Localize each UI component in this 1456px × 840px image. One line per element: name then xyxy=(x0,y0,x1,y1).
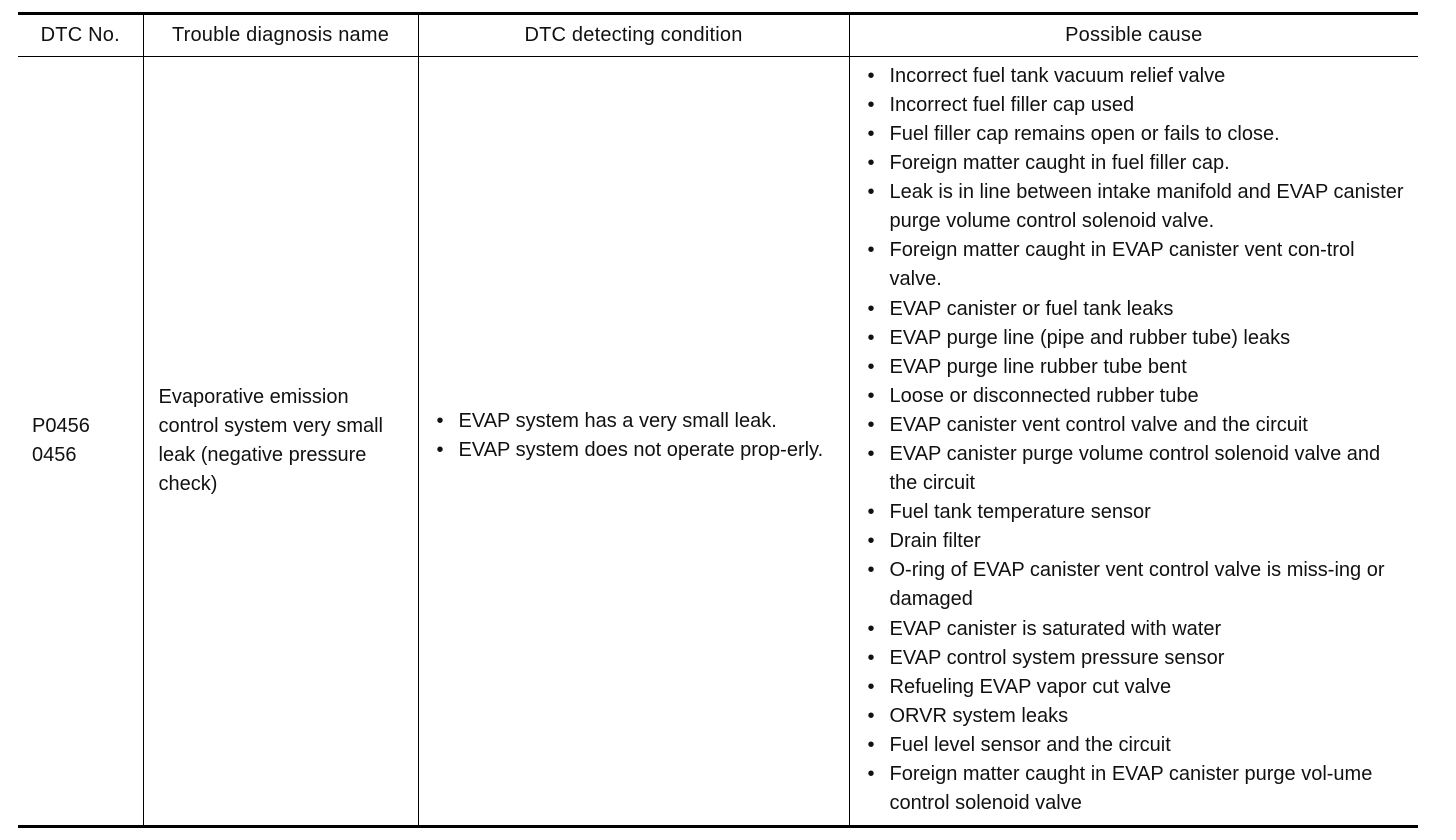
possible-cause-item: • EVAP purge line (pipe and rubber tube) leaks xyxy=(866,324,1411,353)
possible-cause-item: • Foreign matter caught in EVAP canister vent con-trol valve. xyxy=(866,236,1411,294)
possible-cause-item: • Leak is in line between intake manifold and EVAP canister purge volume control solenoid valve. xyxy=(866,178,1411,236)
dtc-table xyxy=(18,12,1418,828)
header-row xyxy=(18,14,1418,57)
detecting-condition-cell xyxy=(418,57,849,827)
table-header xyxy=(18,14,1418,57)
possible-cause-item: • Foreign matter caught in EVAP canister purge vol-ume control solenoid valve xyxy=(866,760,1411,818)
detecting-condition-list xyxy=(435,407,839,465)
header-diagnosis-name: Trouble diagnosis name xyxy=(143,14,418,57)
detecting-condition-item: • EVAP system does not operate prop-erly. xyxy=(435,436,839,465)
possible-cause-item: • Refueling EVAP vapor cut valve xyxy=(866,673,1411,702)
possible-cause-list xyxy=(866,62,1411,818)
possible-cause-item: • Foreign matter caught in fuel filler cap. xyxy=(866,149,1411,178)
possible-cause-item: • Fuel filler cap remains open or fails to close. xyxy=(866,120,1411,149)
possible-cause-item: • Loose or disconnected rubber tube xyxy=(866,382,1411,411)
header-possible-cause: Possible cause xyxy=(849,14,1418,57)
possible-cause-item: • EVAP canister purge volume control solenoid valve and the circuit xyxy=(866,440,1411,498)
header-dtc-no: DTC No. xyxy=(40,24,120,46)
header-detecting-condition: DTC detecting condition xyxy=(418,14,849,57)
detecting-condition-item: • EVAP system has a very small leak. xyxy=(435,407,839,436)
possible-cause-item: • EVAP canister is saturated with water xyxy=(866,615,1411,644)
diagnosis-name-cell: Evaporative emission control system very small leak (negative pressure check) xyxy=(143,57,418,827)
table-body xyxy=(18,57,1418,827)
possible-cause-item: • Incorrect fuel tank vacuum relief valve xyxy=(866,62,1411,91)
possible-cause-item: • EVAP purge line rubber tube bent xyxy=(866,353,1411,382)
possible-cause-item: • Incorrect fuel filler cap used xyxy=(866,91,1411,120)
dtc-code: 0456 xyxy=(32,444,77,466)
possible-cause-item: • Fuel level sensor and the circuit xyxy=(866,731,1411,760)
possible-cause-item: • EVAP canister or fuel tank leaks xyxy=(866,295,1411,324)
possible-cause-cell xyxy=(849,57,1418,827)
possible-cause-item: • Drain filter xyxy=(866,527,1411,556)
possible-cause-item: • EVAP control system pressure sensor xyxy=(866,644,1411,673)
table-row xyxy=(18,57,1418,827)
dtc-number-cell xyxy=(18,57,143,827)
dtc-code: P0456 xyxy=(32,414,90,437)
possible-cause-item: • O-ring of EVAP canister vent control valve is miss-ing or damaged xyxy=(866,556,1411,614)
possible-cause-item: • ORVR system leaks xyxy=(866,702,1411,731)
possible-cause-item: • EVAP canister vent control valve and the circuit xyxy=(866,411,1411,440)
possible-cause-item: • Fuel tank temperature sensor xyxy=(866,498,1411,527)
